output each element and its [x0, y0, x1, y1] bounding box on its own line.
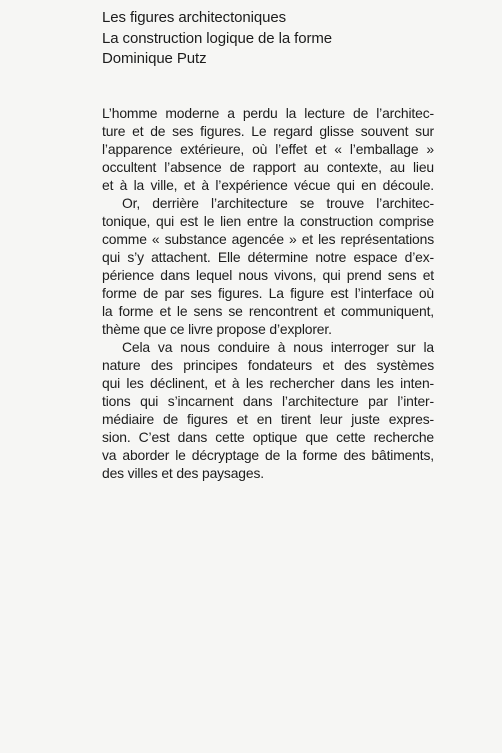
paragraph-line: nature des principes fondateurs et des systèmes: [102, 357, 434, 374]
paragraph-line: thème que ce livre propose d’explorer.: [102, 321, 332, 338]
paragraph-line: va aborder le décryptage de la forme des bâtiments,: [102, 447, 434, 464]
paragraph-line: tonique, qui est le lien entre la construction comprise: [102, 212, 434, 229]
paragraph-line: Cela va nous conduire à nous interroger sur la: [122, 339, 434, 356]
header-block: [102, 8, 434, 70]
blurb-text: [102, 104, 434, 483]
paragraph-line: occultent l’absence de rapport au contexte, au lieu: [102, 158, 434, 175]
paragraph-line: sion. C’est dans cette optique que cette recherche: [102, 429, 434, 446]
book-title: Les figures architectoniques: [102, 9, 286, 26]
book-subtitle: La construction logique de la forme: [102, 29, 332, 47]
paragraph-line: Or, derrière l’architecture se trouve l’architec-: [122, 194, 434, 211]
paragraph-line: et à la ville, et à l’expérience vécue qui en découle.: [102, 176, 434, 193]
author-name: Dominique Putz: [102, 50, 207, 67]
paragraph-line: médiaire de figures et en tirent leur juste expres-: [102, 411, 434, 428]
paragraph-line: des villes et des paysages.: [102, 465, 264, 482]
paragraph-line: forme de par ses figures. La figure est l’interface où: [102, 284, 434, 301]
paragraph-line: qui les déclinent, et à les rechercher dans les inten-: [102, 375, 434, 392]
paragraph-line: comme « substance agencée » et les représentations: [102, 230, 434, 247]
paragraph-line: périence dans lequel nous vivons, qui prend sens et: [102, 266, 434, 283]
book-back-cover: [102, 8, 434, 482]
paragraph-line: la forme et le sens se rencontrent et communiquent,: [102, 303, 434, 320]
paragraph-line: L’homme moderne a perdu la lecture de l’architec-: [102, 104, 434, 121]
paragraph-line: ture et de ses figures. Le regard glisse souvent sur: [102, 122, 434, 139]
paragraph-line: l’apparence extérieure, où l’effet et « l’emballage »: [102, 140, 434, 157]
paragraph-line: qui s’y attachent. Elle détermine notre espace d’ex-: [102, 248, 434, 265]
paragraph-line: tions qui s’incarnent dans l’architecture par l’inter-: [102, 393, 434, 410]
